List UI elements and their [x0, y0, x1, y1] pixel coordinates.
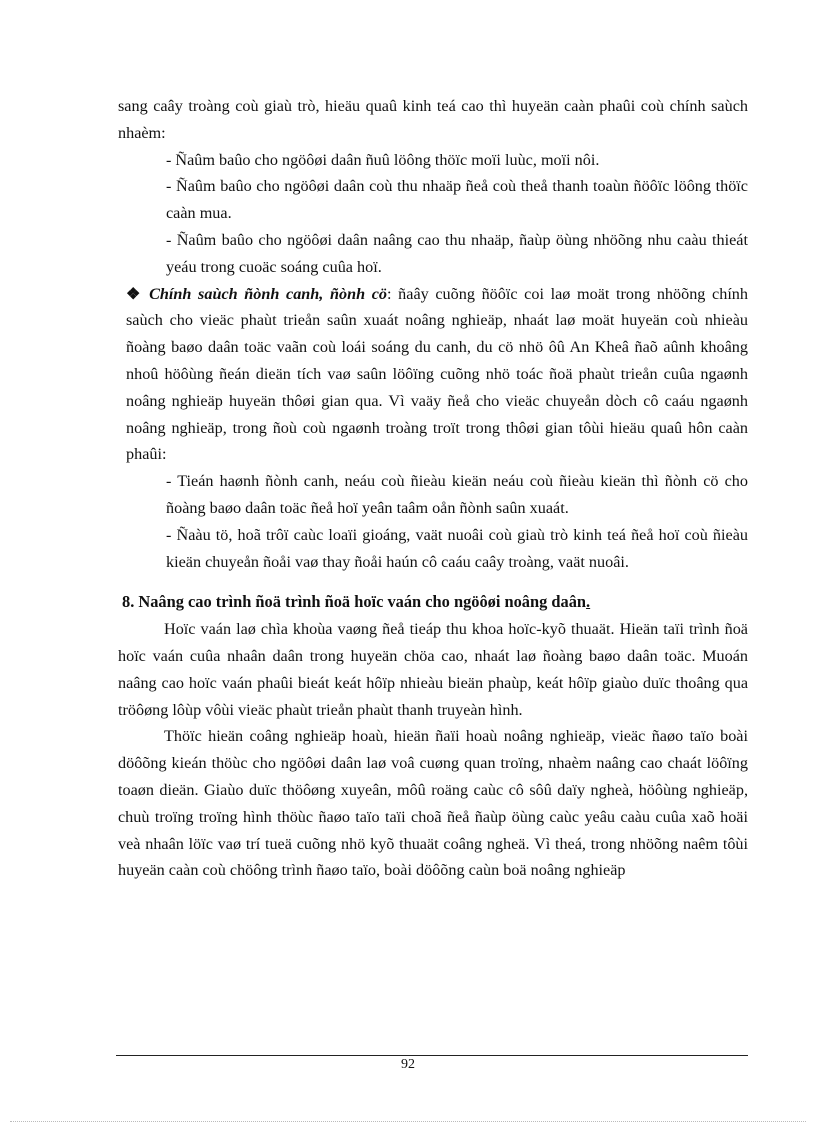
paragraph: Hoïc vaán laø chìa khoùa vaøng ñeå tieáp thu khoa hoïc-kyõ thuaät. Hieän taïi trình ñoä hoïc vaán cuûa nhaân daân trong huyeän chöa cao, nhaát laø ñoàng baøo daân toäc. Muoán naâng cao hoïc vaán phaûi bieát keát hôïp nhieàu bieän phaùp, keát hôïp giaùo duïc thoâng qua tröôøng lôùp vôùi vieäc phaùt trieån phaùt thanh truyeàn hình. — [118, 620, 748, 719]
diamond-bullet-icon: ❖ — [126, 284, 144, 303]
policy-title: Chính saùch ñònh canh, ñònh cö — [149, 284, 388, 303]
section-heading — [118, 589, 748, 616]
policy-paragraph — [118, 281, 748, 469]
bullet-item: - Tieán haønh ñònh canh, neáu coù ñieàu kieän neáu coù ñieàu kieän thì ñònh cö cho ñoàng baøo daân toäc ñeå hoï yeân taâm oån ñònh saûn xuaát. — [166, 472, 748, 517]
bullet-item: - Ñaûm baûo cho ngöôøi daân ñuû löông thöïc moïi luùc, moïi nôi. — [166, 150, 600, 169]
policy-text: : ñaây cuõng ñöôïc coi laø moät trong nhöõng chính saùch cho vieäc phaùt trieån saûn xuaát noâng nghieäp, nhaát laø moät huyeän coù nhieàu ñoàng baøo daân toäc vaãn coù loái soáng du canh, du cö nhö ôû An Kheâ ñaõ aûnh khoâng nhoû höôùng ñeán dieän tích vaø saûn löôïng cuõng nhö toác ñoä phaùt trieån cuûa ngaønh noâng nghieäp huyeän thôøi gian qua. Vì vaäy ñeå cho vieäc chuyeån dòch cô caáu ngaønh noâng nghieäp, trong ñoù coù ngaønh troàng troït trong thôøi gian tôùi hieäu quaû hôn caàn phaûi: — [126, 284, 748, 464]
footer-divider — [116, 1055, 748, 1056]
bullet-item: - Ñaûm baûo cho ngöôøi daân coù thu nhaäp ñeå coù theå thanh toaùn ñöôïc löông thöïc caàn mua. — [166, 177, 748, 223]
bullet-item: - Ñaûm baûo cho ngöôøi daân naâng cao thu nhaäp, ñaùp öùng nhöõng nhu caàu thieát yeáu trong cuoäc soáng cuûa hoï. — [166, 230, 748, 276]
page-edge-divider — [10, 1121, 806, 1122]
page-body — [118, 93, 748, 884]
paragraph-intro: sang caây troàng coù giaù trò, hieäu quaû kinh teá cao thì huyeän caàn phaûi coù chính saùch nhaèm: — [118, 97, 748, 142]
bullet-item: - Ñaàu tö, hoã trôï caùc loaïi gioáng, vaät nuoâi coù giaù trò kinh teá ñeå hoï coù ñieàu kieän chuyeån ñoåi vaø thay ñoåi haún cô caáu caây troàng, vaät nuoâi. — [166, 525, 748, 571]
section-heading-text: 8. Naâng cao trình ñoä trình ñoä hoïc vaán cho ngöôøi noâng daân — [122, 592, 587, 612]
paragraph: Thöïc hieän coâng nghieäp hoaù, hieän ñaïi hoaù noâng nghieäp, vieäc ñaøo taïo boài döôõng kieán thöùc cho ngöôøi daân laø voâ cuøng quan troïng, nhaèm naâng cao chaát löôïng toaøn dieän. Giaùo duïc thöôøng xuyeân, môû roäng caùc cô sôû daïy ngheà, höôùng nghieäp, chuù troïng troïng hình thöùc ñaøo taïo taïi choã ñeå ñaùp öùng caùc yeâu caàu cuûa xaõ hoäi veà nhaân löïc vaø trí tueä cuõng nhö kyõ thuaät coâng ngheä. Vì theá, trong nhöõng naêm tôùi huyeän caàn coù chöông trình ñaøo taïo, boài döôõng caùn boä noâng nghieäp — [118, 727, 748, 880]
section-heading-period: . — [586, 592, 591, 612]
page-number: 92 — [401, 1057, 415, 1072]
